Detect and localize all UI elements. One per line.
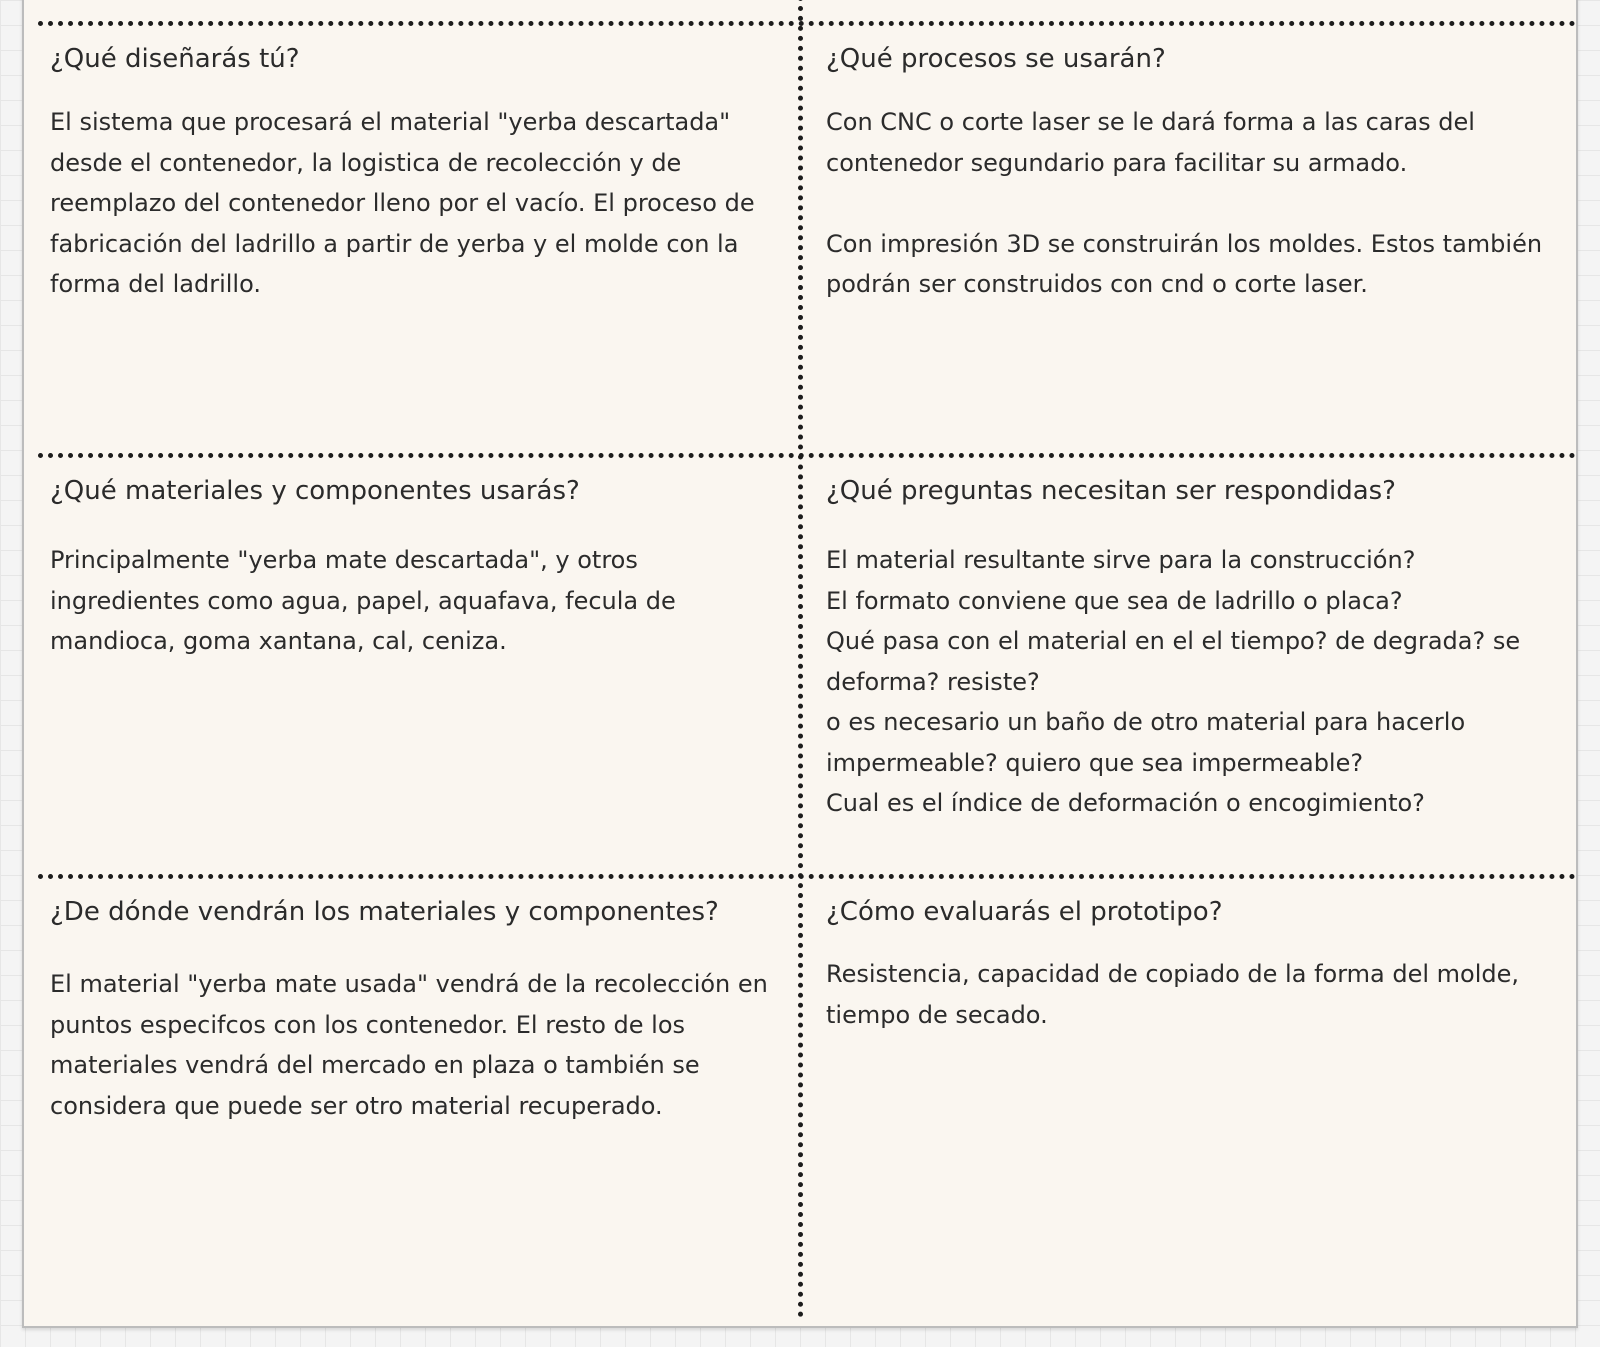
divider-row-1 (38, 453, 1576, 458)
cell-processes[interactable] (826, 42, 1566, 442)
answer-processes: Con CNC o corte laser se le dará forma a las caras del contenedor segundario para facilitar su armado. Con impresión 3D se construirán los moldes. Estos también podrán ser construidos con cnd o corte laser. (826, 108, 1543, 298)
divider-column (798, 0, 803, 1318)
question-materials: ¿Qué materiales y componentes usarás? (50, 476, 580, 506)
cell-sources[interactable] (50, 895, 790, 1315)
answer-materials: Principalmente "yerba mate descartada", y otros ingredientes como agua, papel, aquafava, fecula de mandioca, goma xantana, cal, ceniza. (50, 546, 676, 655)
question-open-questions: ¿Qué preguntas necesitan ser respondidas? (826, 476, 1396, 506)
answer-open-questions: El material resultante sirve para la construcción? El formato conviene que sea de ladrillo o placa? Qué pasa con el material en el el tiempo? de degrada? se deforma? resiste? o es necesario un baño de otro material para hacerlo impermeable? quiero que sea impermeable? Cual es el índice de deformación o encogimiento? (826, 546, 1521, 817)
question-design: ¿Qué diseñarás tú? (50, 44, 300, 74)
answer-design: El sistema que procesará el material "yerba descartada" desde el contenedor, la logistica de recolección y de reemplazo del contenedor lleno por el vacío. El proceso de fabricación del ladrillo a partir de yerba y el molde con la forma del ladrillo. (50, 108, 755, 298)
question-sources: ¿De dónde vendrán los materiales y componentes? (50, 897, 719, 927)
answer-evaluation: Resistencia, capacidad de copiado de la forma del molde, tiempo de secado. (826, 960, 1520, 1029)
cell-questions[interactable] (826, 474, 1566, 864)
cell-evaluation[interactable] (826, 895, 1566, 1315)
divider-top (38, 21, 1576, 26)
canvas-board (22, 0, 1578, 1328)
divider-row-2 (38, 874, 1576, 879)
cell-materials[interactable] (50, 474, 790, 864)
question-evaluation: ¿Cómo evaluarás el prototipo? (826, 897, 1223, 927)
question-processes: ¿Qué procesos se usarán? (826, 44, 1166, 74)
answer-sources: El material "yerba mate usada" vendrá de la recolección en puntos especifcos con los contenedor. El resto de los materiales vendrá del mercado en plaza o también se considera que puede ser otro material recuperado. (50, 970, 768, 1120)
cell-design[interactable] (50, 42, 790, 442)
